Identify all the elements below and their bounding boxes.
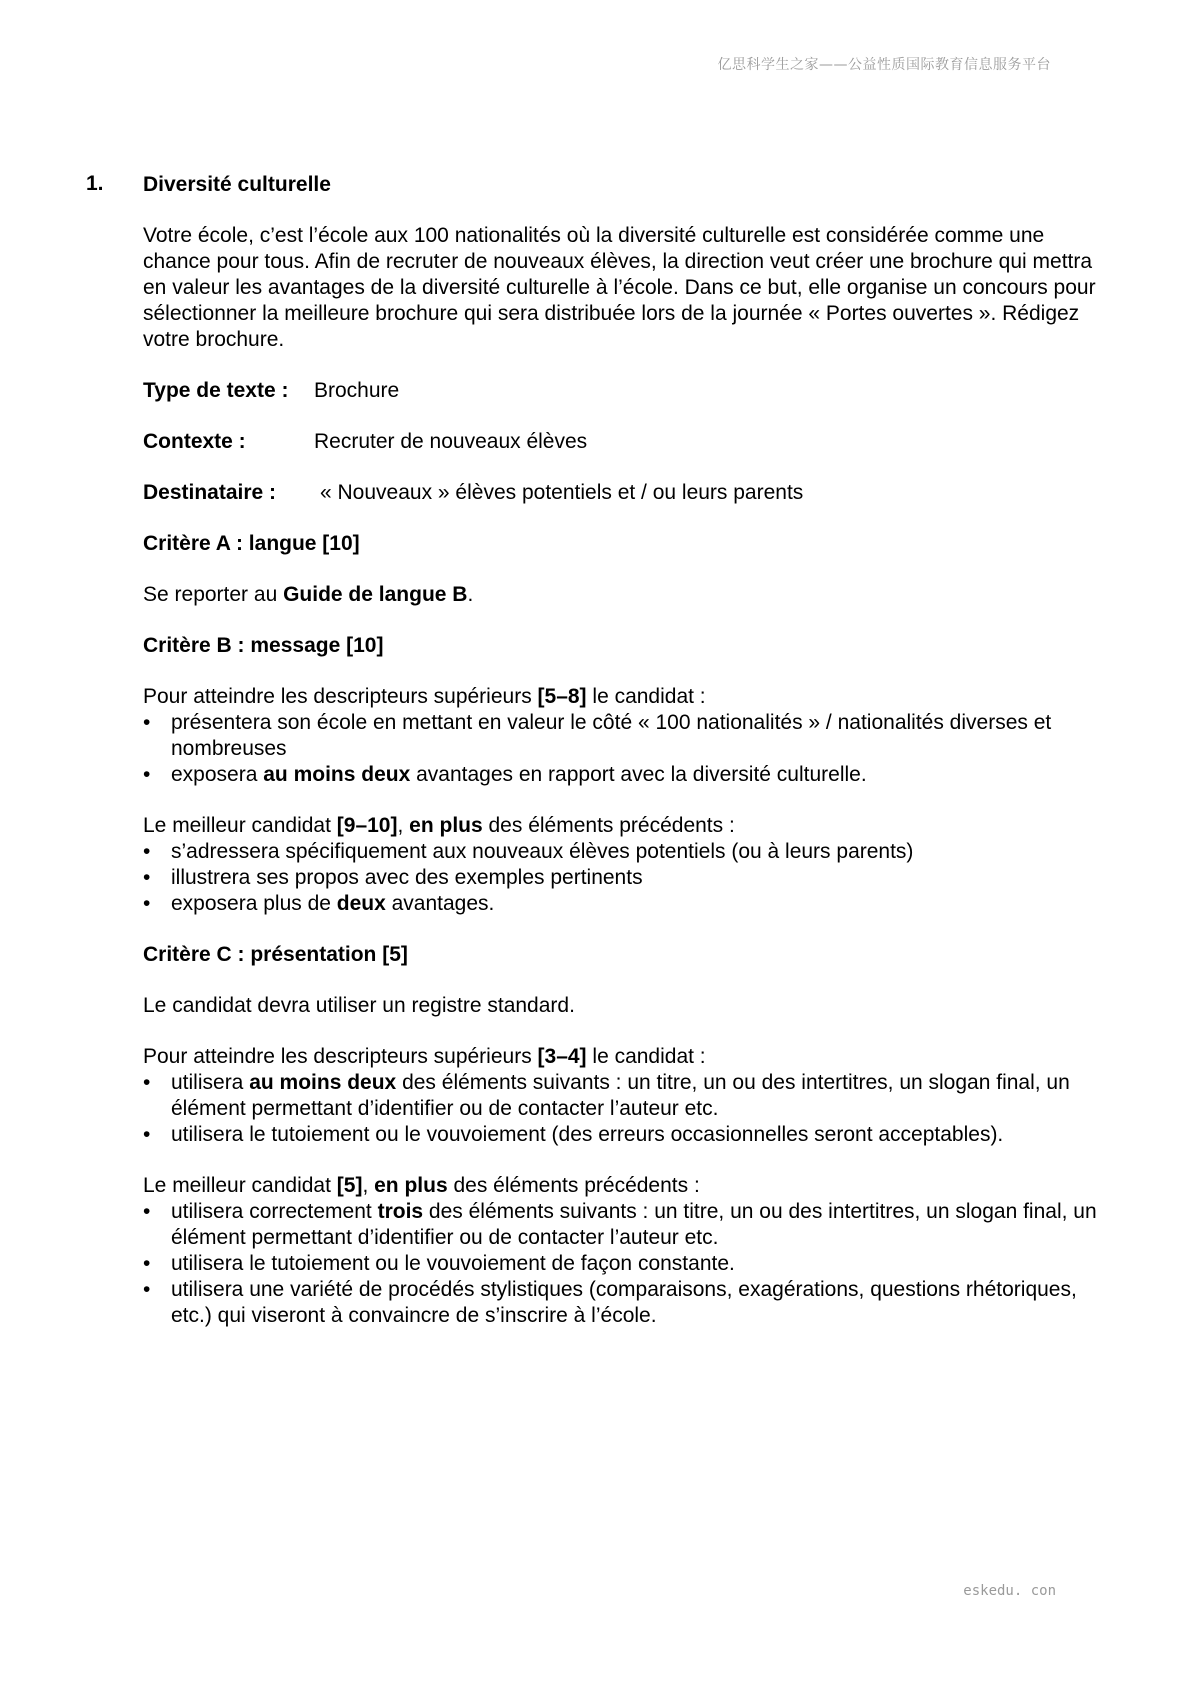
list-item-text: présentera son école en mettant en valeur le côté « 100 nationalités » / nationalités diverses et nombreuses (171, 711, 1052, 760)
critere-c-best-sep: , (362, 1174, 375, 1197)
header-watermark: 亿思科学生之家——公益性质国际教育信息服务平台 (717, 57, 1051, 73)
type-texte-row (143, 378, 1113, 404)
list-item-bold: au moins deux (263, 763, 411, 786)
list-item-bold: deux (336, 892, 386, 915)
critere-c-best-post: des éléments précédents : (447, 1174, 700, 1197)
critere-a-title: Critère A : langue [10] (143, 532, 360, 555)
list-item (143, 762, 1113, 788)
bullet-icon: • (143, 763, 151, 786)
list-item (143, 839, 1113, 865)
critere-b-title: Critère B : message [10] (143, 634, 384, 657)
critere-a-text-post: . (467, 583, 474, 606)
list-item-text: exposera (171, 763, 264, 786)
list-item-text: avantages. (385, 892, 495, 915)
bullet-icon: • (143, 1278, 151, 1301)
list-item-bold: au moins deux (249, 1071, 397, 1094)
list-item-text: utilisera une variété de procédés stylistiques (comparaisons, exagérations, questions rhétoriques, etc.) qui viseront à convaincre de s’inscrire à l’école. (171, 1278, 1077, 1327)
document-body (143, 172, 1113, 1354)
destinataire-value: « Nouveaux » élèves potentiels et / ou leurs parents (320, 481, 804, 504)
list-item-text: s’adressera spécifiquement aux nouveaux élèves potentiels (ou à leurs parents) (171, 840, 914, 863)
list-item (143, 1122, 1113, 1148)
list-item (143, 1199, 1113, 1251)
list-item (143, 1277, 1113, 1329)
critere-b-best-sep: , (397, 814, 410, 837)
critere-c-title: Critère C : présentation [5] (143, 943, 408, 966)
list-item-text: avantages en rapport avec la diversité culturelle. (410, 763, 867, 786)
critere-c-upper-intro (143, 1044, 1113, 1070)
bullet-icon: • (143, 892, 151, 915)
critere-a-text-pre: Se reporter au (143, 583, 284, 606)
bullet-icon: • (143, 711, 151, 734)
critere-c-best-list (143, 1199, 1113, 1329)
critere-c-upper-list (143, 1070, 1113, 1148)
critere-c-best-pre: Le meilleur candidat (143, 1174, 337, 1197)
list-item-text: utilisera le tutoiement ou le vouvoiement de façon constante. (171, 1252, 735, 1275)
footer-watermark: eskedu. con (963, 1583, 1056, 1599)
bullet-icon: • (143, 1071, 151, 1094)
list-item (143, 710, 1113, 762)
contexte-label: Contexte : (143, 430, 246, 453)
critere-b-upper-range: [5–8] (537, 685, 587, 708)
critere-c-upper-range: [3–4] (537, 1045, 587, 1068)
critere-b-upper-post: le candidat : (586, 685, 706, 708)
critere-b-best-pre: Le meilleur candidat (143, 814, 337, 837)
type-texte-value: Brochure (314, 379, 400, 402)
bullet-icon: • (143, 840, 151, 863)
list-item-text: utilisera le tutoiement ou le vouvoiement (des erreurs occasionnelles seront acceptables). (171, 1123, 1004, 1146)
list-item-text: des éléments suivants : un titre, un ou des intertitres, un slogan final, un élément permettant d’identifier ou de contacter l’auteur etc. (171, 1071, 1070, 1120)
critere-c-registre: Le candidat devra utiliser un registre standard. (143, 994, 575, 1017)
guide-langue-b: Guide de langue B (283, 583, 468, 606)
destinataire-row (143, 480, 1113, 506)
intro-paragraph: Votre école, c’est l’école aux 100 nationalités où la diversité culturelle est considérée comme une chance pour tous. Afin de recruter de nouveaux élèves, la direction veut créer une brochure qui mettra en valeur les avantages de la diversité culturelle à l’école. Dans ce but, elle organise un concours pour sélectionner la meilleure brochure qui sera distribuée lors de la journée « Portes ouvertes ». Rédigez votre brochure. (143, 224, 1096, 351)
list-item (143, 891, 1113, 917)
critere-b-best-list (143, 839, 1113, 917)
type-texte-label: Type de texte : (143, 379, 289, 402)
critere-b-best-intro (143, 813, 1113, 839)
list-item (143, 865, 1113, 891)
critere-c-best-range: [5] (336, 1174, 363, 1197)
contexte-value: Recruter de nouveaux élèves (314, 430, 588, 453)
list-item-text: des éléments suivants : un titre, un ou des intertitres, un slogan final, un élément permettant d’identifier ou de contacter l’auteur etc. (171, 1200, 1097, 1249)
bullet-icon: • (143, 1200, 151, 1223)
section-number: 1. (86, 172, 104, 195)
critere-b-upper-intro (143, 684, 1113, 710)
critere-c-upper-post: le candidat : (586, 1045, 706, 1068)
bullet-icon: • (143, 1123, 151, 1146)
critere-c-best-en-plus: en plus (374, 1174, 448, 1197)
list-item-text: illustrera ses propos avec des exemples pertinents (171, 866, 643, 889)
list-item-text: exposera plus de (171, 892, 337, 915)
bullet-icon: • (143, 866, 151, 889)
critere-c-best-intro (143, 1173, 1113, 1199)
critere-b-upper-pre: Pour atteindre les descripteurs supérieurs (143, 685, 538, 708)
critere-b-best-post: des éléments précédents : (482, 814, 735, 837)
contexte-row (143, 429, 1113, 455)
list-item (143, 1070, 1113, 1122)
critere-b-best-range: [9–10] (336, 814, 398, 837)
list-item-text: utilisera correctement (171, 1200, 378, 1223)
list-item-bold: trois (377, 1200, 424, 1223)
critere-a-text (143, 582, 1113, 608)
critere-c-upper-pre: Pour atteindre les descripteurs supérieurs (143, 1045, 538, 1068)
list-item (143, 1251, 1113, 1277)
list-item-text: utilisera (171, 1071, 250, 1094)
critere-b-best-en-plus: en plus (409, 814, 483, 837)
critere-b-upper-list (143, 710, 1113, 788)
bullet-icon: • (143, 1252, 151, 1275)
section-title: Diversité culturelle (143, 173, 331, 196)
destinataire-label: Destinataire : (143, 481, 277, 504)
